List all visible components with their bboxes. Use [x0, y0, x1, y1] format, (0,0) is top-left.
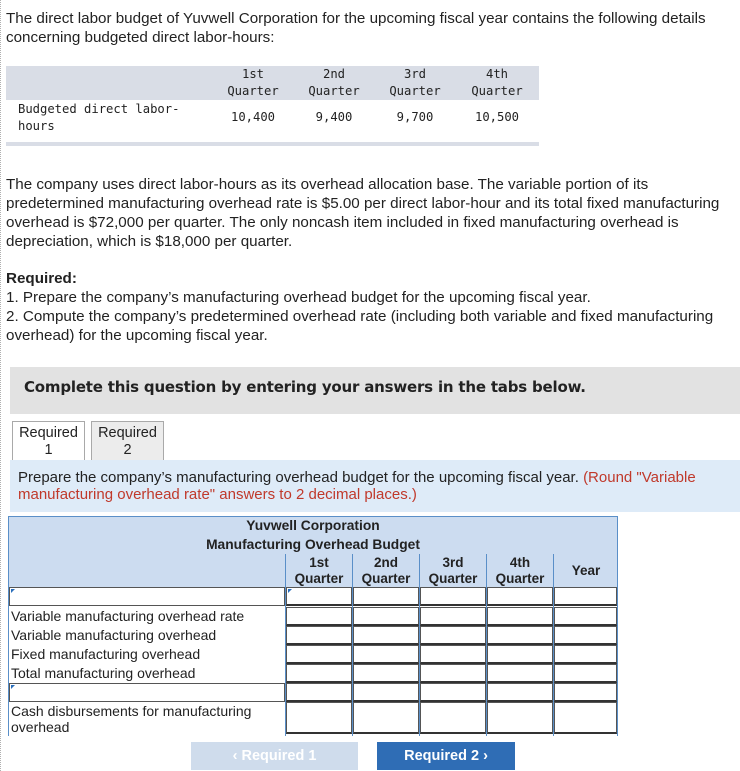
variable-rate-q2-input[interactable] — [353, 607, 419, 626]
budget-col-q4: 4th Quarter — [495, 555, 545, 586]
budget-title: Manufacturing Overhead Budget — [206, 537, 420, 552]
budget-company: Yuvwell Corporation — [246, 518, 380, 533]
labor-header-q4: 4th Quarter — [471, 67, 523, 98]
variable-rate-q4-input[interactable] — [487, 607, 553, 626]
row-label-total-overhead: Total manufacturing overhead — [11, 665, 196, 681]
variable-overhead-q3-input[interactable] — [420, 626, 486, 645]
budget-col-q1: 1st Quarter — [294, 555, 344, 586]
overhead-budget-table — [8, 516, 618, 736]
variable-rate-q1-input[interactable] — [286, 607, 352, 626]
required-heading: Required: — [6, 270, 77, 287]
prompt-text: Prepare the company’s manufacturing overhead budget for the upcoming fiscal year. — [18, 469, 579, 486]
row-label-variable-rate: Variable manufacturing overhead rate — [11, 608, 245, 624]
labor-header-q2: 2nd Quarter — [308, 67, 360, 98]
blank-label-input-top[interactable] — [9, 587, 285, 606]
blank-label-input-bottom[interactable] — [9, 683, 285, 702]
variable-overhead-q2-input[interactable] — [353, 626, 419, 645]
row-label-fixed-overhead: Fixed manufacturing overhead — [11, 646, 201, 662]
labor-header-q1: 1st Quarter — [227, 67, 279, 98]
labor-row-label: Budgeted direct labor- hours — [18, 102, 180, 133]
instruction-text: Complete this question by entering your answers in the tabs below. — [24, 378, 586, 396]
adjust-row-q3-input[interactable] — [420, 683, 486, 702]
adjust-row-year-input[interactable] — [554, 683, 617, 702]
tab-prompt — [10, 460, 740, 512]
variable-rate-q3-input[interactable] — [420, 607, 486, 626]
labor-value-q1: 10,400 — [230, 110, 276, 124]
total-overhead-q1-input[interactable] — [286, 664, 352, 683]
budget-col-q3: 3rd Quarter — [428, 555, 478, 586]
chevron-left-icon: ‹ — [232, 748, 238, 764]
description-text: The company uses direct labor-hours as its overhead allocation base. The variable portion of its predetermined manufacturing overhead rate is $5.00 per direct labor-hour and its total fixed manufacturing overhead is $72,000 per quarter. The only noncash item included in fixed manufacturing overhead is depreciation, which is $18,000 per quarter. — [6, 176, 720, 250]
tab-required-1[interactable]: Required 1 — [12, 421, 85, 460]
fixed-overhead-year-input[interactable] — [554, 645, 617, 664]
budget-col-q2: 2nd Quarter — [361, 555, 411, 586]
top-row-q3-input[interactable] — [420, 587, 486, 606]
labor-header-q3: 3rd Quarter — [389, 67, 441, 98]
tab-required-2[interactable]: Required 2 — [91, 421, 164, 460]
fixed-overhead-q4-input[interactable] — [487, 645, 553, 664]
adjust-row-q2-input[interactable] — [353, 683, 419, 702]
adjust-row-q1-input[interactable] — [286, 683, 352, 702]
instruction-bar — [10, 367, 740, 414]
required-item-1: 1. Prepare the company’s manufacturing overhead budget for the upcoming fiscal year. — [6, 289, 591, 306]
cash-disbursement-year-input[interactable] — [554, 702, 617, 734]
next-tab-button[interactable]: Required 2 › — [377, 742, 515, 770]
total-overhead-q2-input[interactable] — [353, 664, 419, 683]
cash-disbursement-q1-input[interactable] — [286, 702, 352, 734]
fixed-overhead-q3-input[interactable] — [420, 645, 486, 664]
top-row-q1-input[interactable] — [286, 587, 352, 606]
required-section — [6, 269, 726, 345]
labor-value-q3: 9,700 — [396, 110, 434, 124]
total-overhead-year-input[interactable] — [554, 664, 617, 683]
adjust-row-q4-input[interactable] — [487, 683, 553, 702]
chevron-right-icon: › — [483, 748, 488, 764]
variable-overhead-year-input[interactable] — [554, 626, 617, 645]
budget-col-year: Year — [571, 563, 601, 578]
fixed-overhead-q1-input[interactable] — [286, 645, 352, 664]
top-row-q4-input[interactable] — [487, 587, 553, 606]
intro-text: The direct labor budget of Yuvwell Corporation for the upcoming fiscal year contains the following details concerning budgeted direct labor-hours: — [6, 10, 706, 46]
fixed-overhead-q2-input[interactable] — [353, 645, 419, 664]
labor-value-q2: 9,400 — [315, 110, 353, 124]
required-item-2: 2. Compute the company’s predetermined overhead rate (including both variable and fixed manufacturing overhead) for the upcoming fiscal year. — [6, 308, 714, 344]
variable-overhead-q4-input[interactable] — [487, 626, 553, 645]
top-row-year-input[interactable] — [554, 587, 617, 606]
variable-rate-year-input[interactable] — [554, 607, 617, 626]
total-overhead-q3-input[interactable] — [420, 664, 486, 683]
previous-tab-button[interactable]: ‹ Required 1 — [191, 742, 358, 770]
rounding-note: (Round "Variable manufacturing overhead rate" answers to 2 decimal places.) — [18, 469, 696, 503]
cash-disbursement-q4-input[interactable] — [487, 702, 553, 734]
labor-value-q4: 10,500 — [474, 110, 520, 124]
total-overhead-q4-input[interactable] — [487, 664, 553, 683]
cash-disbursement-q3-input[interactable] — [420, 702, 486, 734]
labor-hours-table — [6, 66, 539, 146]
row-label-variable-overhead: Variable manufacturing overhead — [11, 627, 217, 643]
row-label-cash-disbursements: Cash disbursements for manufacturing overhead — [11, 703, 252, 735]
top-row-q2-input[interactable] — [353, 587, 419, 606]
variable-overhead-q1-input[interactable] — [286, 626, 352, 645]
cash-disbursement-q2-input[interactable] — [353, 702, 419, 734]
